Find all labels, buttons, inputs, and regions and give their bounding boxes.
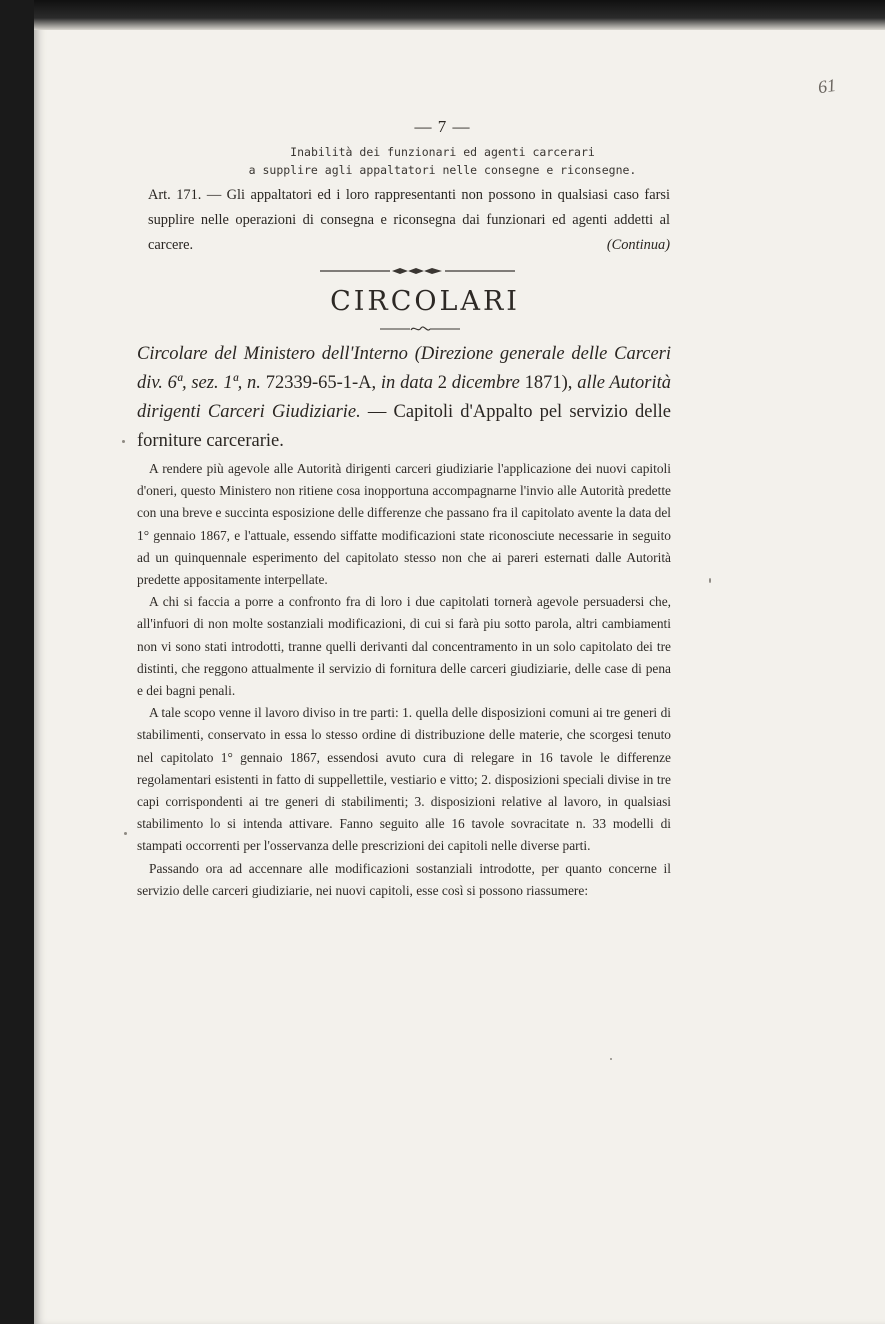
circolare-subject: — Capitoli d'Appalto pel servizio delle forniture carcerarie. [137, 402, 671, 451]
circolare-day: 2 [432, 373, 452, 393]
circolare-body [137, 458, 671, 902]
circolare-protocol-number: 72339-65-1-A, [260, 373, 381, 393]
section-divider-ornament [320, 267, 515, 275]
continua-label: (Continua) [606, 237, 670, 253]
body-paragraph-1: A rendere più agevole alle Autorità dirigenti carceri giudiziarie l'applicazione dei nuovi capitoli d'oneri, questo Ministero non ritiene cosa inopportuna accompagnarne l'invio alle Autorità predette con una breve e succinta esposizione delle differenze che passano fra il capitolato avente la data del 1° gennaio 1867, e l'attuale, essendo siffatte modificazioni state riconosciute necessarie in seguito ad un quinquennale esperimento del capitolato stesso non che ai pareri esternati dalle Autorità predette appositamente interpellate. [137, 461, 671, 588]
article-heading-line-1: Inabilità dei funzionari ed agenti carcerari [290, 145, 595, 159]
page-number: — 7 — [414, 117, 471, 136]
article-171-text: Art. 171. — Gli appaltatori ed i loro rappresentanti non possono in qualsiasi caso farsi supplire nelle operazioni di consegna e riconsegna dai funzionari ed agenti addetti al carcere. [148, 187, 670, 253]
handwritten-page-note: 61 [816, 74, 838, 98]
circolare-title-part-2: in data [380, 373, 433, 393]
body-paragraph-3: A tale scopo venne il lavoro diviso in tre parti: 1. quella delle disposizioni comuni ai tre generi di stabilimenti, conservato in essa lo stesso ordine di distribuzione delle materie, che scorgesi tenuto nel capitolato 1° gennaio 1867, essendosi avuto cura di relegare in 16 tavole le differenze regolamentari esistenti in fatto di suppellettile, vestiario e vitto; 2. disposizioni speciali divise in tre capi corrispondenti ai tre generi di stabilimenti; 3. disposizioni relative al lavoro, in qualsiasi stabilimento lo si intenda attivare. Fanno seguito alle 16 tavole sovracitate n. 33 modelli di stampati occorrenti per l'osservanza delle prescrizioni dei capitoli nelle diverse parti. [137, 705, 671, 854]
article-heading-line-2: a supplire agli appaltatori nelle consegne e riconsegne. [248, 163, 637, 177]
circolare-recipients: alle Autorità dirigenti Carceri Giudiziarie. [137, 373, 672, 422]
circolare-year: 1871), [519, 373, 578, 393]
scan-top-edge [34, 0, 885, 30]
circolare-title-part-1: Circolare del Ministero dell'Interno (Direzione generale delle Carceri div. 6ª, sez. 1ª, n. [137, 344, 671, 393]
body-paragraph-2: A chi si faccia a porre a confronto fra di loro i due capitolati tornerà agevole persuadersi che, all'infuori di non molte sostanziali modificazioni, di cui si farà piu sotto parola, altri cambiamenti non vi sono stati introdotti, tranne quelli derivanti dal concentramento in un solo capitolato dei tre distinti, che reggono attualmente il servizio di fornitura delle carceri giudiziarie, delle case di pena e dei bagni penali. [137, 594, 671, 699]
article-171 [148, 183, 670, 258]
body-paragraph-4: Passando ora ad accennare alle modificazioni sostanziali introdotte, per quanto concerne il servizio delle carceri giudiziarie, nei nuovi capitoli, esse così si possono riassumere: [137, 860, 671, 898]
section-title: CIRCOLARI [330, 286, 520, 317]
circolare-month: dicembre [451, 373, 520, 393]
title-flourish [380, 324, 460, 334]
circolare-title [137, 340, 671, 456]
